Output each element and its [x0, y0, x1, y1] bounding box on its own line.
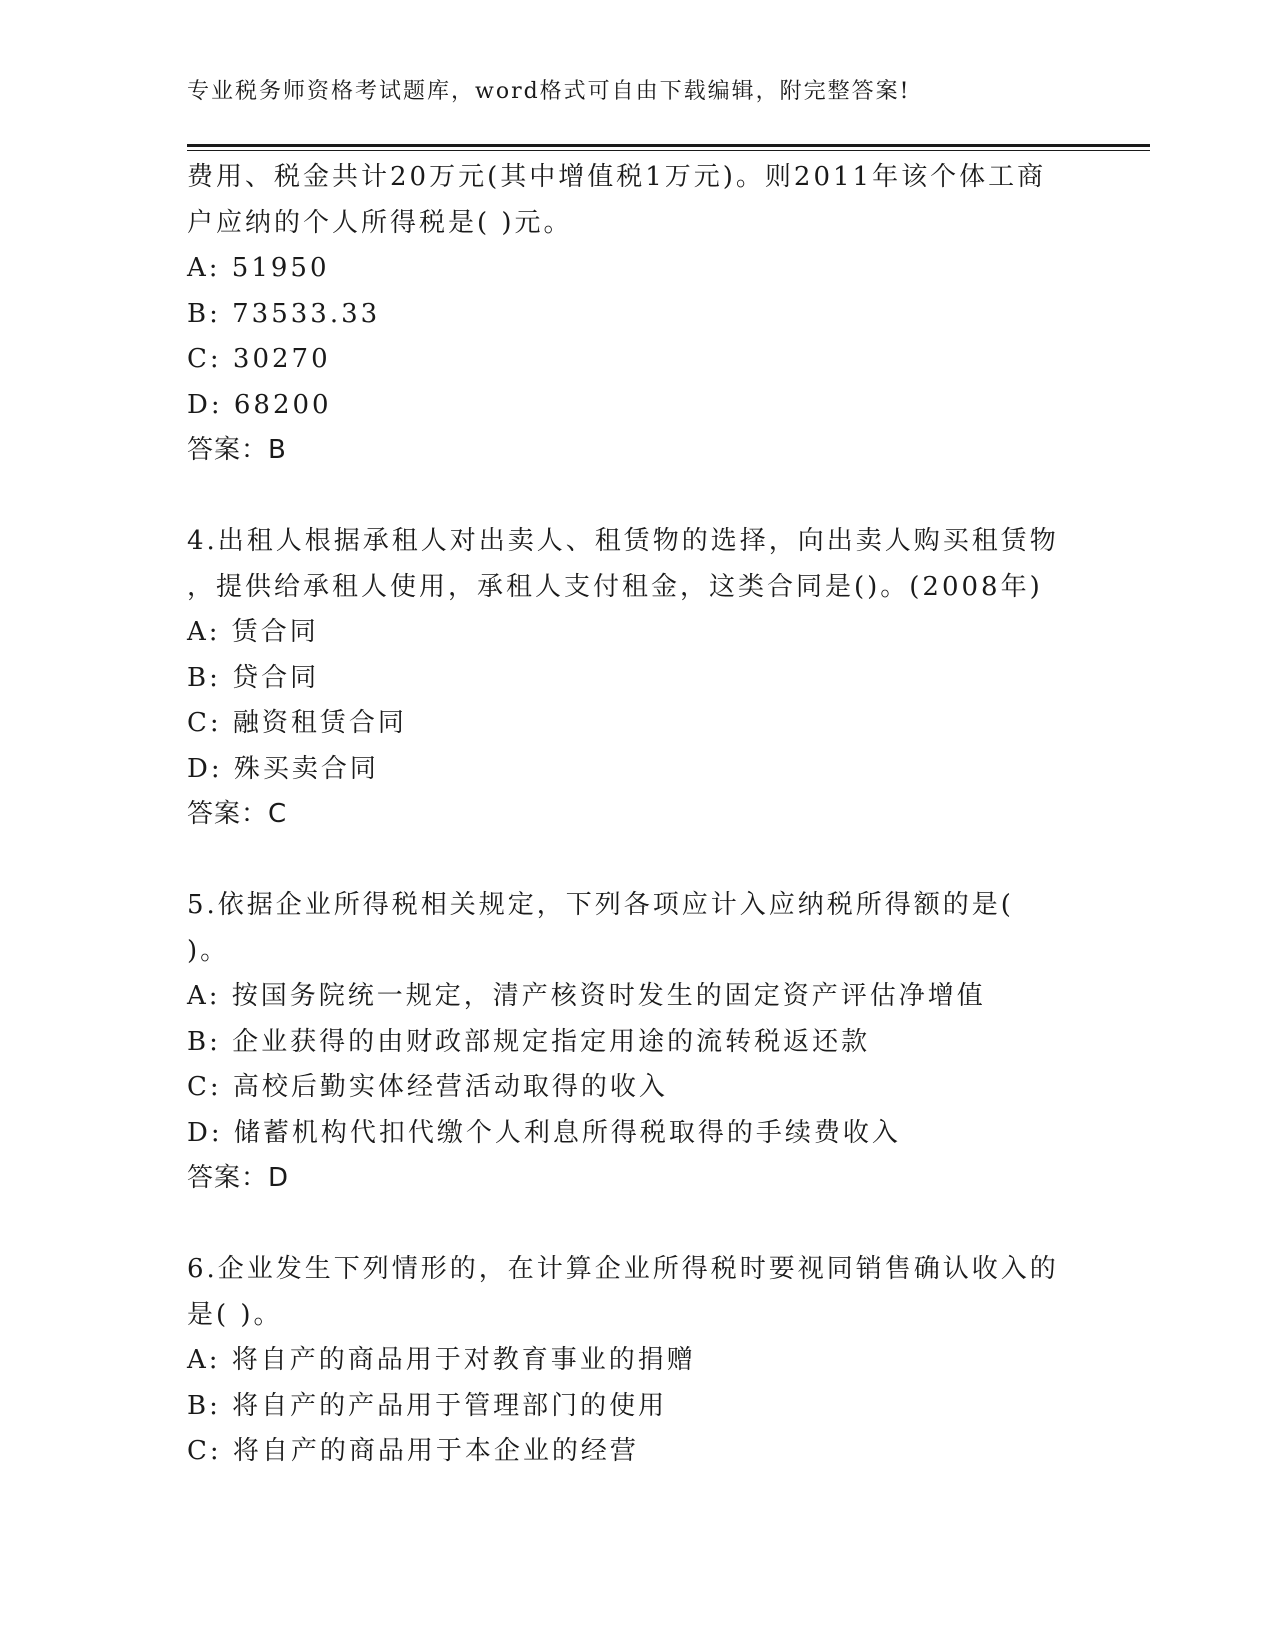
question-3-text-line-1: 费用、税金共计20万元(其中增值税1万元)。则2011年该个体工商 [187, 162, 1047, 192]
page-header-text: 专业税务师资格考试题库，word格式可自由下载编辑，附完整答案! [187, 79, 911, 104]
question-6-option-c: C: 将自产的商品用于本企业的经营 [187, 1436, 639, 1466]
question-3-option-a: A: 51950 [187, 253, 330, 283]
question-5-option-b: B: 企业获得的由财政部规定指定用途的流转税返还款 [187, 1026, 871, 1057]
spacer [187, 1202, 1087, 1248]
question-3-answer: 答案：B [187, 435, 287, 465]
question-6-option-b: B: 将自产的产品用于管理部门的使用 [187, 1390, 668, 1421]
spacer [187, 474, 1087, 520]
header-rule-thick [187, 144, 1150, 147]
question-6-text-line-2: 是( )。 [187, 1299, 283, 1330]
question-3 [187, 155, 1087, 474]
question-5-text-line-1: 5.依据企业所得税相关规定，下列各项应计入应纳税所得额的是( [187, 890, 1014, 920]
question-6-text-line-1: 6.企业发生下列情形的，在计算企业所得税时要视同销售确认收入的 [187, 1254, 1059, 1284]
question-4-option-b: B: 贷合同 [187, 662, 320, 693]
question-4-option-a: A: 赁合同 [187, 617, 319, 647]
question-4 [187, 519, 1087, 838]
question-3-option-c: C: 30270 [187, 344, 331, 374]
question-4-option-d: D: 殊买卖合同 [187, 753, 379, 784]
question-3-text-line-2: 户应纳的个人所得税是( )元。 [187, 207, 573, 238]
question-4-answer: 答案：C [187, 799, 288, 829]
question-5-text-line-2: )。 [187, 935, 230, 966]
header-rule-thin [187, 150, 1150, 151]
question-4-option-c: C: 融资租赁合同 [187, 708, 407, 738]
question-5-option-d: D: 储蓄机构代扣代缴个人利息所得税取得的手续费收入 [187, 1117, 901, 1148]
question-5 [187, 883, 1087, 1202]
question-5-answer: 答案：D [187, 1163, 290, 1193]
question-5-option-c: C: 高校后勤实体经营活动取得的收入 [187, 1072, 668, 1102]
question-3-option-d: D: 68200 [187, 389, 332, 420]
question-3-option-b: B: 73533.33 [187, 298, 381, 329]
question-6 [187, 1247, 1087, 1475]
question-4-text-line-2: ，提供给承租人使用，承租人支付租金，这类合同是()。(2008年) [187, 571, 1043, 602]
question-4-text-line-1: 4.出租人根据承租人对出卖人、租赁物的选择，向出卖人购买租赁物 [187, 526, 1059, 556]
document-body [187, 155, 1087, 1475]
spacer [187, 838, 1087, 884]
question-5-option-a: A: 按国务院统一规定，清产核资时发生的固定资产评估净增值 [187, 981, 986, 1011]
question-6-option-a: A: 将自产的商品用于对教育事业的捐赠 [187, 1345, 696, 1375]
